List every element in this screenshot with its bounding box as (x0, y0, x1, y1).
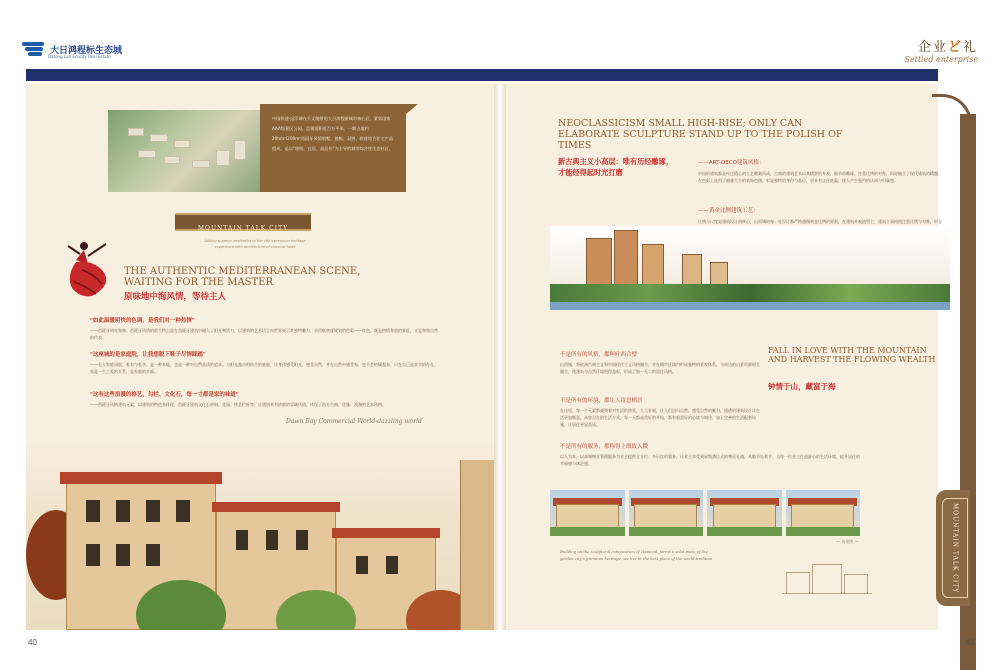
section-title: ——ART-DECO建筑风格： (698, 160, 765, 166)
paragraph-body: ——长入家庭园院，私有与私享，是一种本能，也是一种对自然品质的追求。与阳光露台相结合的庭院，让身体感受阳光，感受自然，并在自然中感受家，也不会枯燥起来，只在自己是真实的存在。家是一生之爱的关系，是家庭的幸福。 (90, 362, 438, 374)
image-caption: — 效果图 — (836, 539, 859, 544)
right-heading-cn: 新古典主义小高层：唯有历经雕琢，才能经得起时光打磨 (558, 157, 674, 177)
script-text: Building on the sculptural composition of classical, forms a solid mass of the garden city's premium heritage, we live in the best place of the world tradition (560, 549, 713, 561)
script-tagline: Dawn Bay Commercial World-dazzling world (286, 418, 422, 425)
section-body: 山顶城，将欧洲古典主义和中国现代主义风格融合，并在城市区域内形成独特的景观体系，与周边的山景资源相互融合，使建筑与自然环境相得益彰，形成了独一无二的居住风格。 (560, 362, 760, 374)
paragraph-3 (90, 390, 440, 408)
vertical-tab-label: MOUNTAIN TALK CITY (951, 502, 959, 594)
flame-swirl-icon: ど (947, 40, 963, 55)
left-heading-cn: 原味地中海风情，等待主人 (124, 292, 227, 302)
page-fold (494, 84, 506, 630)
paragraph-2 (90, 350, 440, 375)
section-title: ——黄金比例建筑工艺： (698, 208, 759, 214)
section-body: 以人为本，以高端物业管理服务为业主提供全方位、多层次的服务，让业主享受到星级酒店式的尊贵礼遇，从细节处着手，为每一位业主打造舒心的生活环境，提升居住的幸福感与满足感。 (560, 454, 860, 466)
ribbon-label: MOUNTAIN TALK CITY (197, 225, 289, 232)
logo-name: 大日鸿程标生态城 (50, 45, 123, 56)
enterprise-logo-en: Settled enterprise (904, 55, 978, 64)
villa-photo (629, 490, 704, 536)
aerial-rendering-image (108, 110, 260, 192)
title-ribbon (175, 213, 311, 231)
enterprise-logo-cn-a: 企业 (917, 40, 948, 55)
paragraph-1 (90, 316, 440, 341)
highrise-rendering-image (550, 226, 950, 310)
paragraph-title: "如此温暖明快的色调，是我们对一种热情" (90, 318, 195, 324)
enterprise-logo-cn-b: 礼 (962, 40, 978, 55)
villa-photo-strip (550, 490, 860, 536)
right-heading2-cn: 钟情于山，藏富于海 (768, 382, 836, 391)
right-heading2-en: FALL IN LOVE WITH THE MOUNTAIN AND HARVEST THE FLOWING WEALTH (768, 346, 936, 364)
intro-text: 中国铁建·远洋城在千文地带的大日鸿程新城市核心区，紧邻国家AAA级景区公园，总建面积近百万平米，一期占地约20hm²/200m²西班牙风情别墅，独栋、双拼、联排综合住宅产品组成，是以"建筑、宜居、高品位"为主导的城市综合性生态社区。 (272, 116, 394, 151)
right-heading-en: NEOCLASSICISM SMALL HIGH-RISE; ONLY CAN ELABORATE SCULPTURE STAND UP TO THE POLISH OF TIMES (558, 118, 843, 151)
section-body: 中国的建筑都是经过精心的工艺雕刻而成，古典的建筑艺术以其精湛的外观、细节的雕琢、注重比例的对称，同时融合了现代建筑的精髓，在色彩上选用了典雅大方的装饰色调，彰显独特的身份与品位，更具有文化底蕴，使人产生强烈的认同与归属感。 (698, 171, 942, 183)
paragraph-body: ——西班牙明亮和谐、西班牙风情的最大特点是在西班牙建筑中融入了阳光和活力，以建筑的艺术语言向世界展示其独特魅力，采用低密度规划的色彩——红色，既是热情奔放的象征，又是和谐自然的代表。 (90, 328, 438, 340)
ribbon-caption: Adding superior aesthetics to the city's premium heritage experience with architecture of classical taste (204, 239, 306, 249)
tower-image (460, 460, 494, 630)
paragraph-title: "这有这些浪漫的格艺，勾栏、文化石，每一寸都是家的味道" (90, 392, 239, 398)
vertical-tab (936, 490, 970, 606)
enterprise-logo (904, 36, 978, 64)
section-title: 不是所有的服务，都称得上细致入微 (560, 444, 649, 450)
page-number-left: 40 (28, 638, 37, 647)
style-section (560, 350, 760, 375)
villa-photo (550, 490, 625, 536)
villa-rendering-image (26, 440, 494, 630)
section-title: 不是所有的环境，都让人诗意栖居 (560, 398, 643, 404)
header-band (26, 69, 938, 81)
villa-sketch-image (782, 560, 872, 594)
flamenco-dancer-icon (62, 236, 118, 298)
section-title: 不是所有的风格，都叫叶西合璧 (560, 352, 638, 358)
art-deco-section (698, 158, 942, 184)
intro-text-panel (260, 104, 406, 192)
logo-swoosh-icon (22, 42, 44, 56)
paragraph-body: ——西班牙风格建筑元素，以建筑的特色来体现，西班牙建筑文化石材料、花园、铁艺栏杆等，让建筑具有浓郁的异域风情，体现了西方古典、优雅、浪漫的艺术风格。 (90, 402, 386, 407)
section-body: 在这里，每一个元素都凝聚着对生活的热爱，九大景观，让人们回归自然，感受自然的魅力，通透的建筑设计让生活更加惬意，从容自在的生活方式，每一天都是美好的开始，都有着美好的心境与期待，加上完善的生活配套设施，让居住更显品质。 (560, 408, 760, 427)
service-section (560, 442, 860, 467)
villa-photo (786, 490, 861, 536)
section-body: 比例与尺度是建筑设计的核心，山顶城的每一处设计都严格遵循黄金比例的原则，在建筑外观造型上，建筑立面构图注重比例与对称，形态 (698, 219, 942, 224)
environment-section (560, 396, 760, 428)
page-number-right: 41 (966, 638, 975, 647)
paragraph-title: "这座城的是家庭院，让我想脱下鞋子尽情踩踏" (90, 352, 206, 358)
logo-subtitle: Datong Lan Ecocity Real Estate (48, 54, 111, 59)
villa-photo (707, 490, 782, 536)
left-heading-en: THE AUTHENTIC MEDITERRANEAN SCENE, WAITING FOR THE MASTER (124, 266, 361, 288)
